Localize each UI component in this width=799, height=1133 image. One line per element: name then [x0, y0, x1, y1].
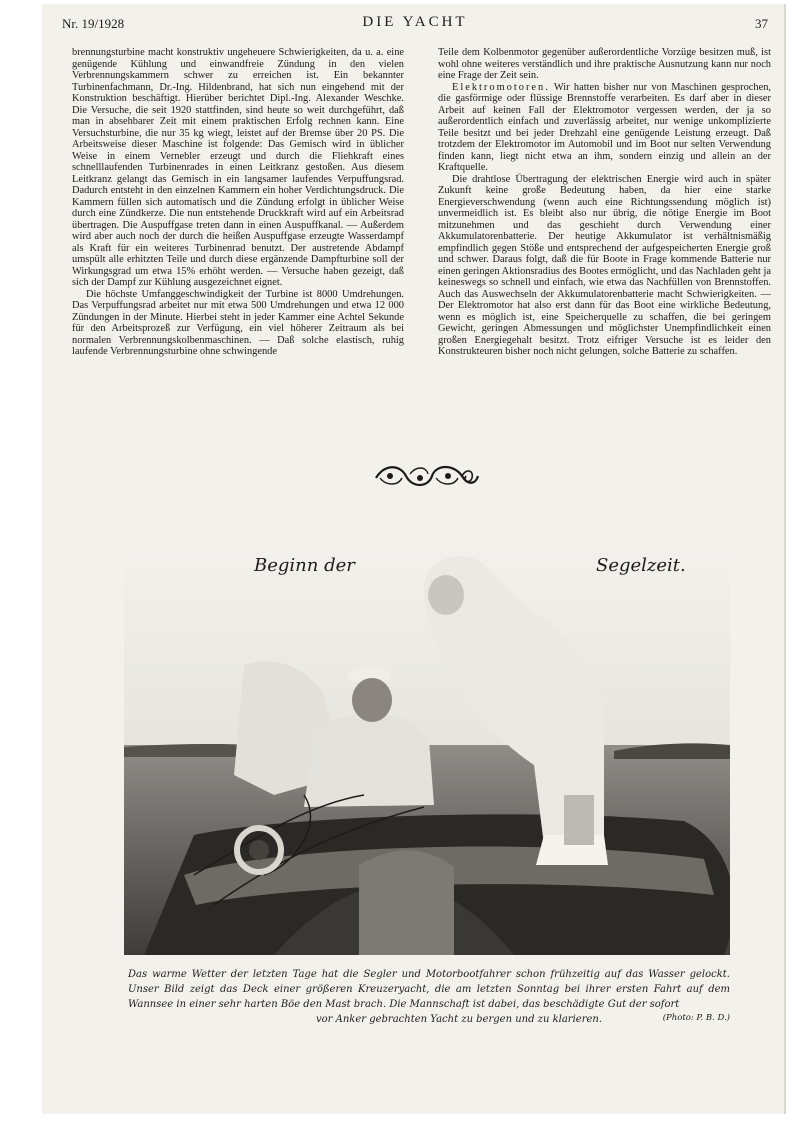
journal-title: DIE YACHT: [362, 14, 468, 30]
feature-title-right: Segelzeit.: [596, 555, 686, 576]
page-header: [62, 16, 768, 40]
issue-number: Nr. 19/1928: [62, 16, 125, 31]
paragraph: Die höchste Umfanggeschwindigkeit der Turbine ist 8000 Umdrehungen. Das Verpuffungsrad arbeitet nur mit etwa 500 Umdrehungen und etwa 12 000 Zündungen in der Minute. Hierbei steht in jeder Kammer eine Achtel Sekunde für den Arbeitsprozeß zur Verfügung, ein viel höherer Zeitraum als bei normalen Verbrennungskolbenmaschinen. — Daß solche elastisch, ruhig laufende Verbrennungsturbine ohne schwingende: [72, 288, 404, 357]
section-heading: Elektromotoren.: [452, 81, 550, 93]
photo-caption: [128, 967, 730, 1027]
paragraph: Die drahtlose Übertragung der elektrischen Energie wird auch in später Zukunft keine große Bedeutung haben, da hier eine starke Energieverschwendung (wenn auch eine Richtungssendung möglich ist) unvermeidlich ist. Es bleibt also nur übrig, die nötige Energie im Boot mitzunehmen und das geschieht durch Verwendung einer Akkumulatorenbatterie. Der heutige Akkumulator ist verhältnismäßig empfindlich gegen Stöße und entsprechend der aufgespeicherten Energie groß und schwer. Daraus folgt, daß die für Boote in Frage kommende Batterie nur einen geringen Aktionsradius des Bootes ermöglicht, und das Nachladen geht ja keineswegs so schnell und einfach, wie etwa das Nachfüllen von Brennstoffen. Auch das Auswechseln der Akkumulatorenbatterie macht Schwierigkeiten. — Der Elektromotor hat also erst dann für das Boot eine wirkliche Bedeutung, wenn es möglich ist, eine Speicherquelle zu schaffen, die bei geringem Gewicht, geringen Abmessungen und möglichster Unempfindlichkeit einen großen Energiegehalt besitzt. Trotz eifriger Versuche ist es leider den Konstrukteuren bisher noch nicht gelungen, solche Batterie zu schaffen.: [438, 173, 771, 357]
photo-credit: (Photo: P. B. D.): [662, 1013, 730, 1023]
paragraph: Teile dem Kolbenmotor gegenüber außerordentliche Vorzüge besitzen muß, ist wohl ohne weiteres verständlich und ihre praktische Ausnutzung kann nur noch eine Frage der Zeit sein.: [438, 47, 771, 81]
right-text-column: [438, 47, 771, 358]
caption-last-line: vor Anker gebrachten Yacht zu bergen und zu klarieren.: [315, 1014, 603, 1025]
feature-title-left: Beginn der: [254, 555, 355, 576]
magazine-page: [42, 4, 786, 1114]
page-number: 37: [755, 16, 768, 31]
paragraph: brennungsturbine macht konstruktiv ungeheuere Schwierigkeiten, da u. a. eine genügende Kühlung und einwandfreie Zündung in den vielen Verbrennungskammern schwer zu erreichen ist. Ein bekannter Turbinenfachmann, Dr.-Ing. Hildenbrand, hat sich nun eingehend mit der Konstruktion beschäftigt. Hierüber berichtet Dipl.-Ing. Alexander Weschke. Die Versuche, die seit 1920 stattfinden, sind heute so weit durchgeführt, daß man in absehbarer Zeit mit einem praktischen Erfolg rechnen kann. Eine Versuchsturbine, die nur 35 kg wiegt, leistet auf der Bremse über 20 PS. Die Arbeitsweise dieser Maschine ist folgende: Das Gemisch wird in üblicher Weise in einem Vernebler erzeugt und durch die Fliehkraft eines schnelllaufenden Turbinenrades in einen Leitkranz gestoßen. Aus diesem Leitkranz gelangt das Gemisch in ein langsamer laufendes Verpuffungsrad. Dadurch entsteht in den einzelnen Kammern ein hoher Verdichtungsdruck. Die Kammern füllen sich automatisch und die Zündung erfolgt in üblicher Weise durch eine Zündkerze. Die nun entstehende Druckkraft wird auf ein Arbeitsrad übertragen. Die Auspuffgase treten dann in einen Auspuffkanal. — Außerdem wird aber auch noch der durch die heißen Auspuffgase erzeugte Wasserdampf als Kraft für ein weiteres Turbinenrad benutzt. Der austretende Abdampf umspült alle erhitzten Teile und durch diese ergänzende Dampfturbine soll der Wirkungsgrad um etwa 15% erhöht werden. — Versuche haben gezeigt, daß sich der Dampf zur Kühlung ausgezeichnet eignet.: [72, 47, 404, 288]
decorative-ornament: [370, 456, 480, 496]
caption-text: Das warme Wetter der letzten Tage hat die Segler und Motorbootfahrer schon frühzeitig auf das Wasser gelockt. Unser Bild zeigt das Deck einer größeren Kreuzeryacht, die am letzten Sonntag bei ihrer ersten Fahrt auf dem Wannsee in einer sehr harten Böe den Mast brach. Die Mannschaft ist dabei, das beschädigte Gut der sofort: [128, 969, 730, 1010]
left-text-column: [72, 47, 404, 358]
paragraph-text: Wir hatten bisher nur von Maschinen gesprochen, die gasförmige oder flüssige Brennstoffe verarbeiten. Es darf aber in dieser Arbeit auf keinen Fall der Elektromotor vergessen werden, der ja so außerordentlich einfach und zuverlässig arbeitet, nur wenige unkomplizierte Teile besitzt und bei jeder Drehzahl eine genügende Leistung erzeugt. Daß trotzdem der Elektromotor im Automobil und im Boot nur selten Verwendung finden kann, liegt nicht etwa an ihm, sondern einzig und allein an der Kraftquelle.: [438, 81, 771, 173]
yacht-deck-photo: [124, 545, 730, 955]
paragraph: [438, 82, 771, 174]
